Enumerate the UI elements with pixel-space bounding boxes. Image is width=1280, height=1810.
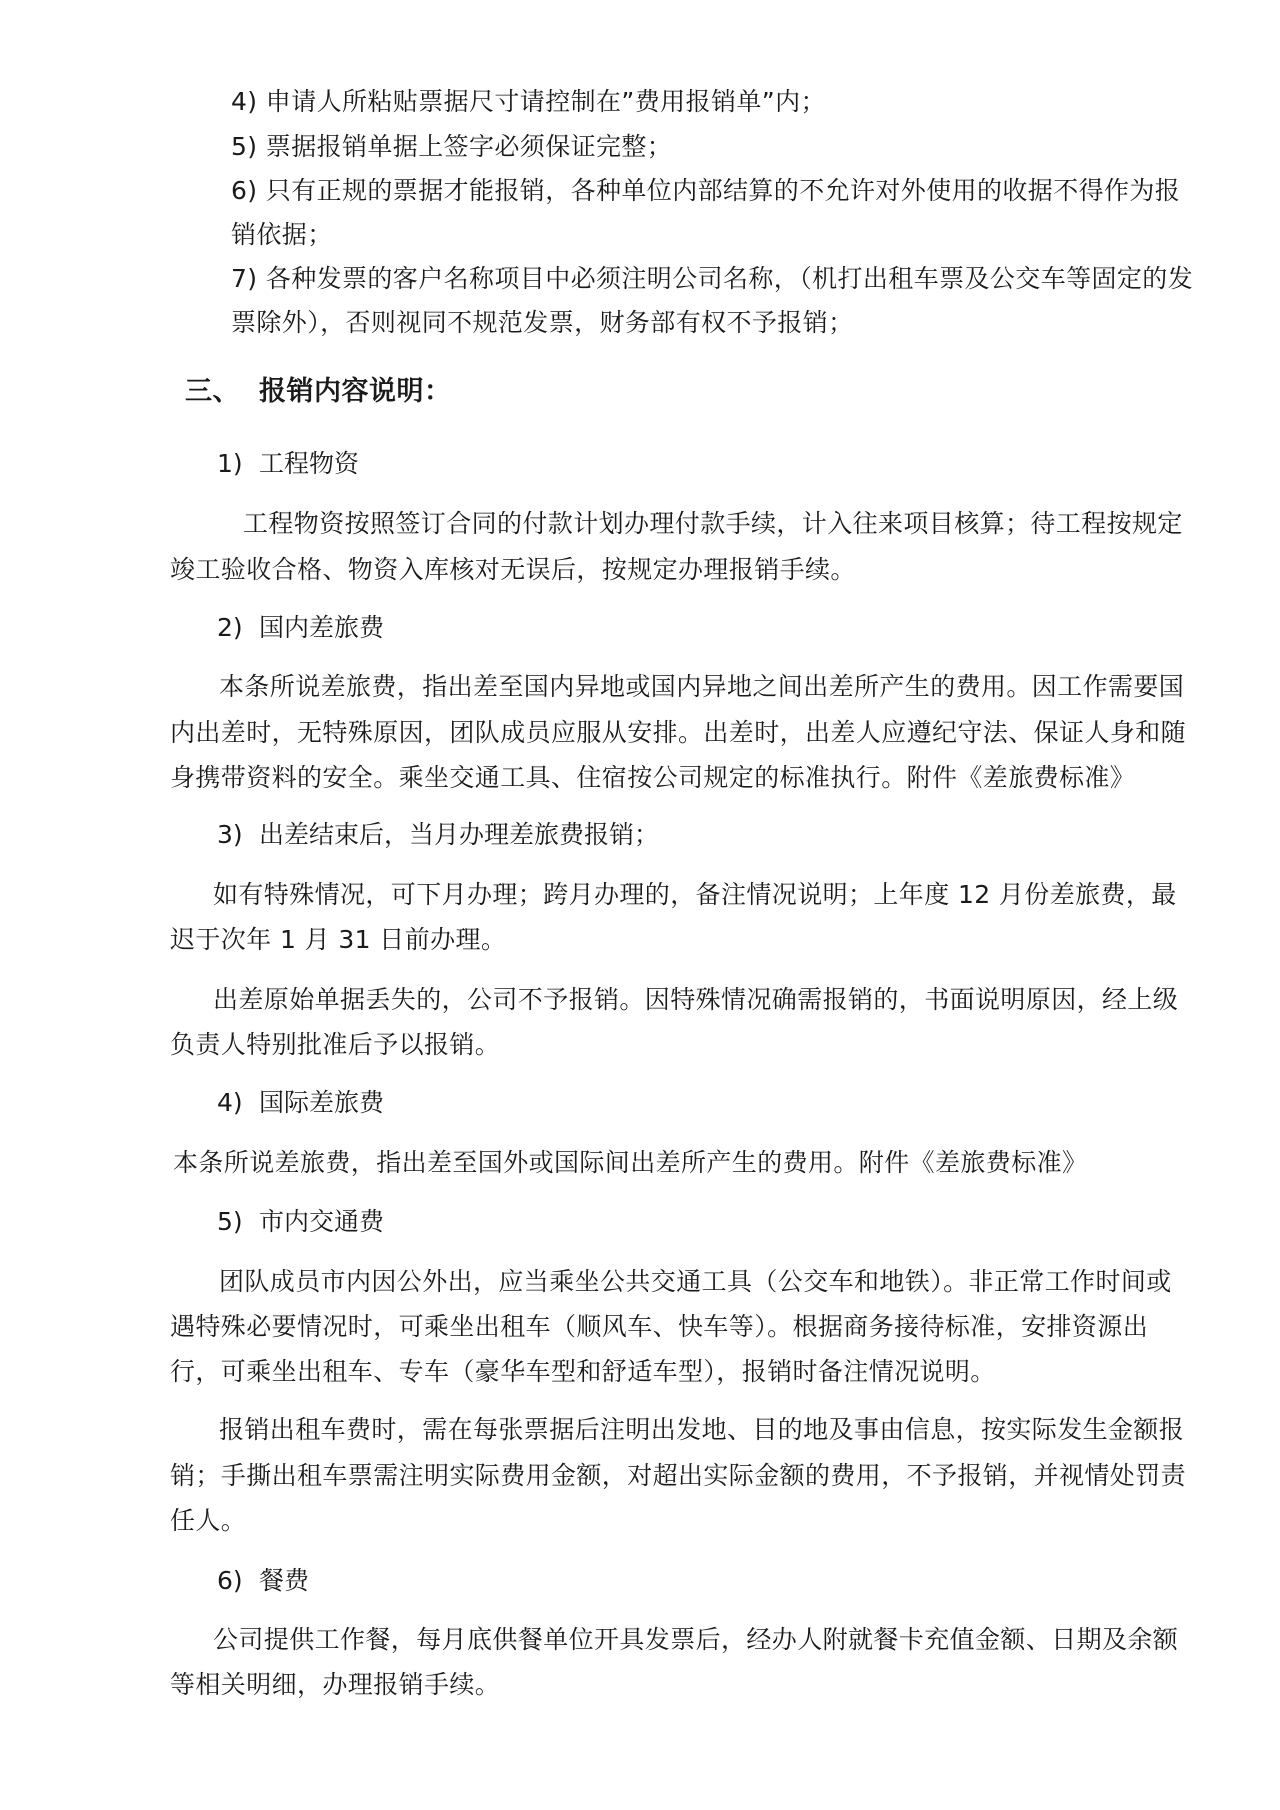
item-5-heading (217, 1206, 384, 1238)
item-6-para-1-line-1: 公司提供工作餐，每月底供餐单位开具发票后，经办人附就餐卡充值金额、日期及余额 (213, 1625, 1179, 1654)
item-3-para-2-line-1: 出差原始单据丢失的，公司不予报销。因特殊情况确需报销的，书面说明原因，经上级 (213, 985, 1179, 1014)
rule-6-line-1: 6) 只有正规的票据才能报销，各种单位内部结算的不允许对外使用的收据不得作为报 (231, 176, 1181, 205)
item-title: 工程物资 (259, 449, 360, 478)
section-number: 三、 (185, 376, 240, 407)
rule-7-line-1: 7) 各种发票的客户名称项目中必须注明公司名称，（机打出租车票及公交车等固定的发 (231, 264, 1194, 293)
item-1-para-1-line-2: 竣工验收合格、物资入库核对无误后，按规定办理报销手续。 (170, 555, 856, 584)
item-6-heading (217, 1565, 309, 1597)
item-3-para-2-line-2: 负责人特别批准后予以报销。 (170, 1030, 501, 1059)
item-6-para-1-line-2: 等相关明细，办理报销手续。 (170, 1670, 501, 1699)
item-4-heading (217, 1087, 384, 1119)
item-3-heading (217, 819, 659, 851)
item-5-para-1-line-2: 遇特殊必要情况时，可乘坐出租车（顺风车、快车等）。根据商务接待标准，安排资源出 (170, 1312, 1149, 1341)
item-2-para-1-line-2: 内出差时，无特殊原因，团队成员应服从安排。出差时，出差人应遵纪守法、保证人身和随 (170, 718, 1187, 747)
item-5-para-1-line-1: 团队成员市内因公外出，应当乘坐公共交通工具（公交车和地铁）。非正常工作时间或 (219, 1267, 1172, 1296)
item-4-para-1-line-1: 本条所说差旅费，指出差至国外或国际间出差所产生的费用。附件《差旅费标准》 (173, 1148, 1088, 1177)
item-title: 国际差旅费 (259, 1088, 385, 1117)
item-5-para-2-line-2: 销；手撕出租车票需注明实际费用金额，对超出实际金额的费用，不予报销，并视情处罚责 (170, 1461, 1187, 1490)
rule-4: 4) 申请人所粘贴票据尺寸请控制在”费用报销单”内； (231, 87, 826, 116)
item-2-para-1-line-1: 本条所说差旅费，指出差至国内异地或国内异地之间出差所产生的费用。因工作需要国 (219, 672, 1185, 701)
item-3-para-1-line-2: 迟于次年 1 月 31 日前办理。 (170, 925, 507, 954)
item-1-heading (217, 448, 359, 480)
item-5-para-2-line-1: 报销出租车费时，需在每张票据后注明出发地、目的地及事由信息，按实际发生金额报 (219, 1415, 1185, 1444)
item-number: 4) (217, 1088, 243, 1117)
section-title: 报销内容说明： (259, 376, 452, 407)
item-5-para-2-line-3: 任人。 (170, 1506, 247, 1535)
item-title: 国内差旅费 (259, 613, 385, 642)
item-1-para-1-line-1: 工程物资按照签订合同的付款计划办理付款手续，计入往来项目核算；待工程按规定 (243, 509, 1183, 538)
item-2-heading (217, 612, 384, 644)
item-number: 5) (217, 1207, 243, 1236)
item-number: 3) (217, 820, 243, 849)
item-number: 6) (217, 1566, 243, 1595)
rule-7-line-2: 票除外），否则视同不规范发票，财务部有权不予报销； (231, 308, 854, 337)
item-title: 餐费 (259, 1566, 310, 1595)
item-3-para-1-line-1: 如有特殊情况，可下月办理；跨月办理的，备注情况说明；上年度 12 月份差旅费，最 (213, 880, 1177, 909)
rule-6-line-2: 销依据； (231, 220, 333, 249)
item-5-para-1-line-3: 行，可乘坐出租车、专车（豪华车型和舒适车型），报销时备注情况说明。 (170, 1357, 996, 1386)
item-2-para-1-line-3: 身携带资料的安全。乘坐交通工具、住宿按公司规定的标准执行。附件《差旅费标准》 (170, 763, 1136, 792)
item-number: 2) (217, 613, 243, 642)
section-heading (185, 375, 452, 409)
item-title: 市内交通费 (259, 1207, 385, 1236)
rule-5: 5) 票据报销单据上签字必须保证完整； (231, 132, 673, 161)
item-number: 1) (217, 449, 243, 478)
item-title: 出差结束后，当月办理差旅费报销； (259, 820, 660, 849)
